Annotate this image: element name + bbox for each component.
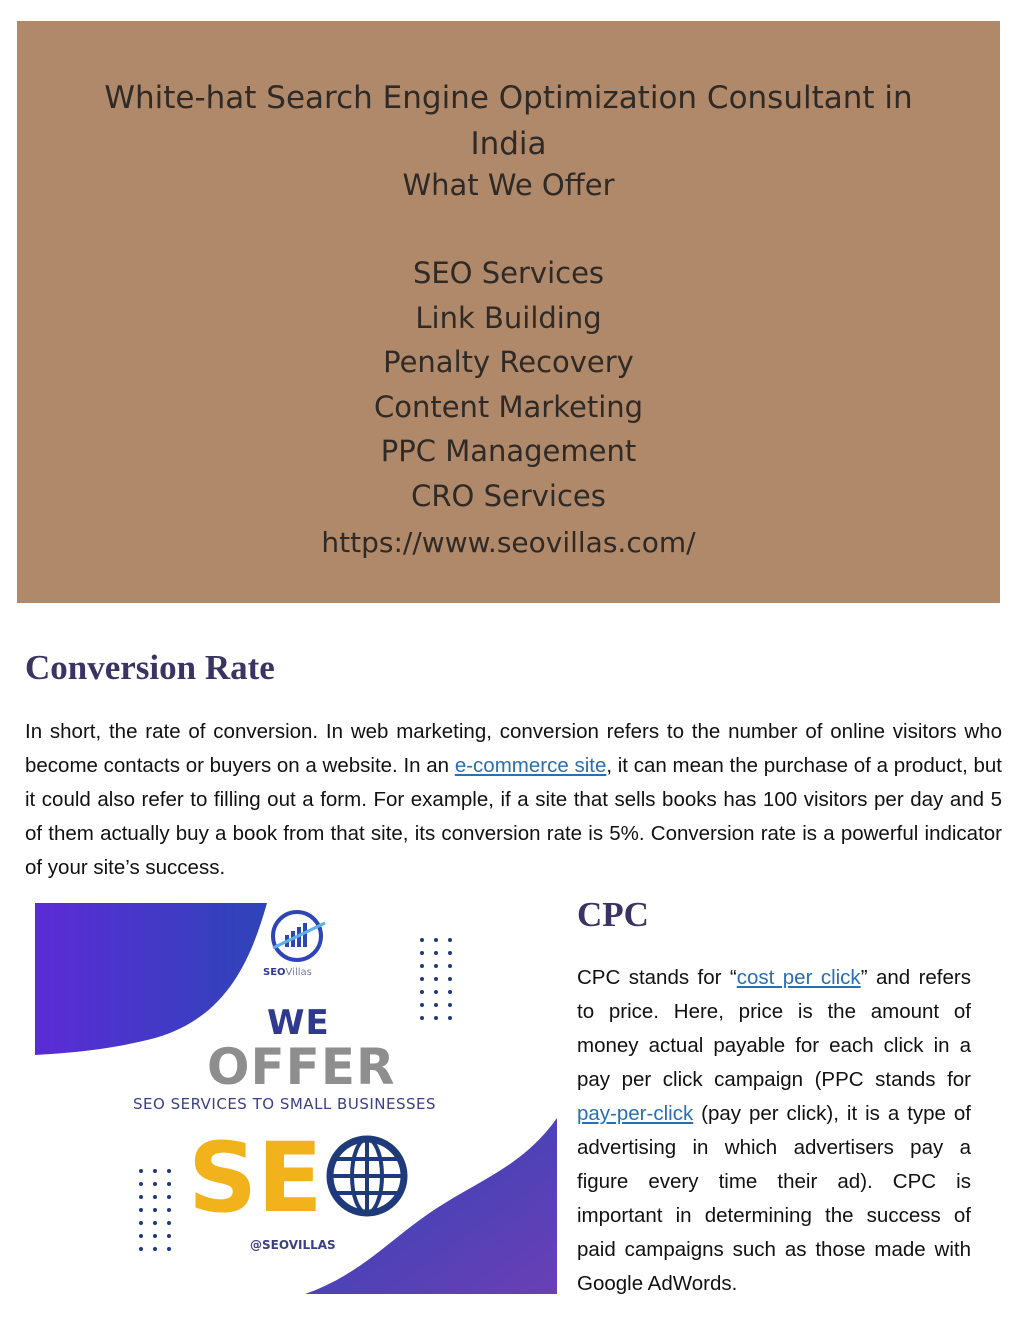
banner-service-item: CRO Services [411, 478, 606, 513]
banner-services-list [17, 251, 1000, 518]
dot-grid-bottom [139, 1169, 171, 1251]
cpc-text-part: ” and refers to price. Here, price is the amount of money actual payable for each click in a pay per click campaign (PPC stands for [577, 966, 971, 1091]
promo-handle: @SEOVILLAS [250, 1238, 336, 1252]
banner-service-item: PPC Management [380, 434, 637, 468]
conversion-rate-heading: Conversion Rate [25, 648, 275, 687]
cpc-text-part: CPC stands for “ [577, 966, 737, 989]
conversion-text-part: In short, the rate of conversion. In web marketing, conversion refers to the number of online visitors who become contacts or buyers on a website. In an [25, 720, 1002, 777]
banner-service-item: SEO Services [412, 256, 605, 290]
cpc-paragraph [577, 961, 971, 1301]
cost-per-click-link[interactable]: cost per click [736, 966, 861, 989]
dot-grid-top [420, 938, 452, 1020]
offer-text: OFFER [207, 1038, 396, 1096]
banner-offer-heading: What We Offer [402, 168, 615, 202]
conversion-rate-paragraph [25, 715, 1002, 885]
banner-service-item: Link Building [415, 300, 602, 335]
brand-name: SEOVillas [263, 967, 312, 978]
cpc-text-part: (pay per click), it is a type of advertising in which advertisers pay a figure every time their ad). CPC is important in determining the success of paid campaigns such as those made with Google AdWords. [577, 1102, 971, 1295]
banner-service-item: Content Marketing [373, 389, 644, 424]
banner-title [17, 75, 1000, 167]
banner-service-item: Penalty Recovery [383, 345, 634, 379]
seo-villas-promo-image [35, 903, 557, 1294]
we-text: WE [267, 1003, 330, 1043]
conversion-text-part: , it can mean the purchase of a product, but it could also refer to filling out a form. For example, if a site that sells books has 100 visitors per day and 5 of them actually buy a book from that site, its conversion rate is 5%. Conversion rate is a powerful indicator of your site’s success. [25, 754, 1002, 879]
banner-image [17, 21, 1000, 603]
banner-title-line1: White-hat Search Engine Optimization Consultant in [104, 80, 913, 116]
promo-subtitle: SEO SERVICES TO SMALL BUSINESSES [133, 1095, 436, 1113]
ecommerce-site-link[interactable]: e-commerce site [454, 754, 607, 777]
cpc-heading: CPC [577, 895, 649, 934]
banner-url: https://www.seovillas.com/ [321, 526, 696, 559]
banner-title-line2: India [470, 126, 547, 162]
pay-per-click-link[interactable]: pay-per-click [577, 1102, 694, 1125]
purple-blob-shape [35, 903, 267, 1055]
seo-villas-logo-icon [273, 912, 325, 960]
globe-icon [330, 1139, 404, 1213]
seo-big-text: SE [188, 1122, 323, 1234]
